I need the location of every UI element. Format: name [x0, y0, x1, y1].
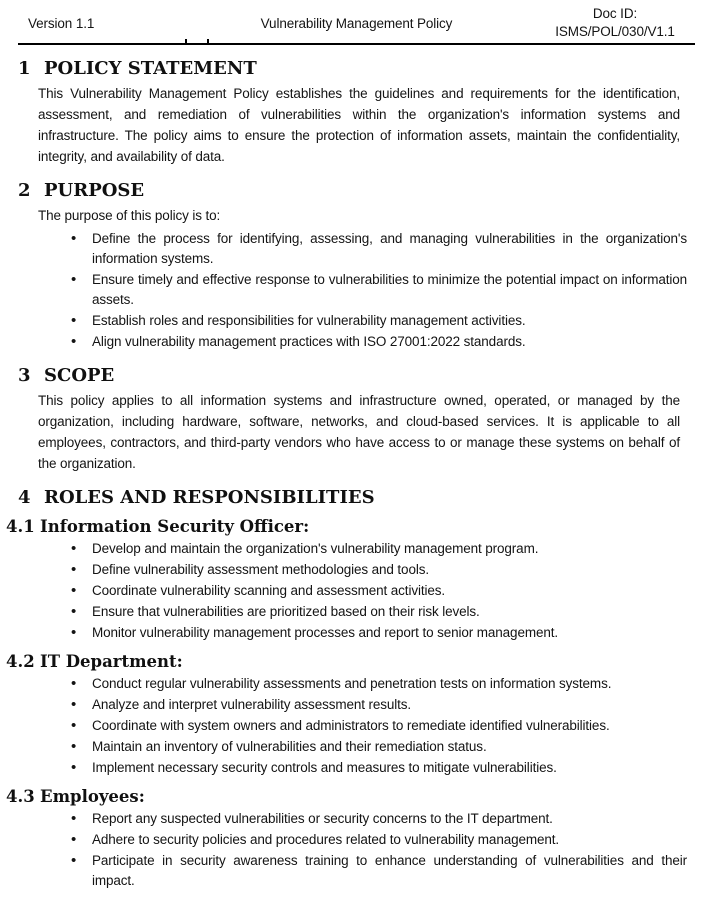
bullet-item: • Participate in security awareness training to enhance understanding of vulnerabilities and their impact.: [66, 851, 687, 891]
bullet-item: • Define vulnerability assessment methodologies and tools.: [66, 560, 687, 580]
section-number: 1: [18, 58, 31, 79]
doc-id-label: Doc ID:: [592, 6, 638, 21]
subsection-number: 4.1: [6, 517, 35, 536]
bullet-item: • Ensure that vulnerabilities are prioritized based on their risk levels.: [66, 602, 687, 622]
subsection-number: 4.3: [6, 787, 35, 806]
section-number: 2: [18, 180, 31, 201]
bullet-list: [66, 809, 687, 891]
section-scope: [0, 365, 713, 474]
section-heading: [18, 487, 713, 508]
table-border-tick: [207, 39, 209, 43]
section-title: PURPOSE: [44, 180, 145, 201]
bullet-item: • Ensure timely and effective response to vulnerabilities to minimize the potential impact on information assets.: [66, 270, 687, 310]
bullet-list: [66, 674, 687, 778]
bullet-item: • Conduct regular vulnerability assessments and penetration tests on information systems.: [66, 674, 687, 694]
section-intro: The purpose of this policy is to:: [38, 208, 221, 223]
bullet-item: • Implement necessary security controls and measures to mitigate vulnerabilities.: [66, 758, 687, 778]
section-number: 3: [18, 365, 31, 386]
header-document-title: Vulnerability Management Policy: [260, 15, 453, 31]
bullet-item: • Adhere to security policies and procedures related to vulnerability management.: [66, 830, 687, 850]
subsection-title: Employees:: [40, 787, 145, 806]
section-heading: [18, 180, 713, 201]
section-number: 4: [18, 487, 31, 508]
subsection-title: IT Department:: [40, 652, 183, 671]
bullet-item: • Monitor vulnerability management processes and report to senior management.: [66, 623, 687, 643]
subsection-number: 4.2: [6, 652, 35, 671]
subsection-heading: [6, 652, 713, 671]
section-paragraph: This policy applies to all information systems and infrastructure owned, operated, or managed by the organization, including hardware, software, networks, and cloud-based services. It is applicable to all employees, contractors, and third-party vendors who have access to or manage these systems on behalf of the organization.: [38, 393, 680, 471]
section-heading: [18, 58, 713, 79]
table-border-tick: [185, 39, 187, 43]
bullet-item: • Develop and maintain the organization's vulnerability management program.: [66, 539, 687, 559]
document-header: [0, 0, 713, 43]
bullet-list: [66, 229, 687, 352]
subsection-heading: [6, 787, 713, 806]
subsection-employees: [0, 787, 713, 891]
bullet-item: • Align vulnerability management practices with ISO 27001:2022 standards.: [66, 332, 687, 352]
section-title: POLICY STATEMENT: [44, 58, 257, 79]
bullet-item: • Establish roles and responsibilities for vulnerability management activities.: [66, 311, 687, 331]
bullet-item: • Maintain an inventory of vulnerabilities and their remediation status.: [66, 737, 687, 757]
subsection-title: Information Security Officer:: [40, 517, 310, 536]
section-heading: [18, 365, 713, 386]
subsection-information-security-officer: [0, 517, 713, 643]
bullet-item: • Report any suspected vulnerabilities or security concerns to the IT department.: [66, 809, 687, 829]
section-title: ROLES AND RESPONSIBILITIES: [44, 487, 375, 508]
doc-id-value: ISMS/POL/030/V1.1: [555, 24, 675, 39]
bullet-list: [66, 539, 687, 643]
section-title: SCOPE: [44, 365, 115, 386]
bullet-item: • Coordinate vulnerability scanning and assessment activities.: [66, 581, 687, 601]
header-rule: [18, 43, 695, 45]
bullet-item: • Coordinate with system owners and administrators to remediate identified vulnerabilities.: [66, 716, 687, 736]
section-purpose: [0, 180, 713, 352]
section-roles-and-responsibilities: [0, 487, 713, 891]
section-policy-statement: [0, 58, 713, 167]
subsection-it-department: [0, 652, 713, 778]
bullet-item: • Define the process for identifying, assessing, and managing vulnerabilities in the organization's information systems.: [66, 229, 687, 269]
bullet-item: • Analyze and interpret vulnerability assessment results.: [66, 695, 687, 715]
subsection-heading: [6, 517, 713, 536]
header-doc-id-block: [535, 5, 695, 41]
header-version: Version 1.1: [28, 15, 95, 31]
section-paragraph: This Vulnerability Management Policy establishes the guidelines and requirements for the identification, assessment, and remediation of vulnerabilities within the organization's information systems and infrastructure. The policy aims to ensure the protection of information assets, maintain the confidentiality, integrity, and availability of data.: [38, 86, 680, 164]
